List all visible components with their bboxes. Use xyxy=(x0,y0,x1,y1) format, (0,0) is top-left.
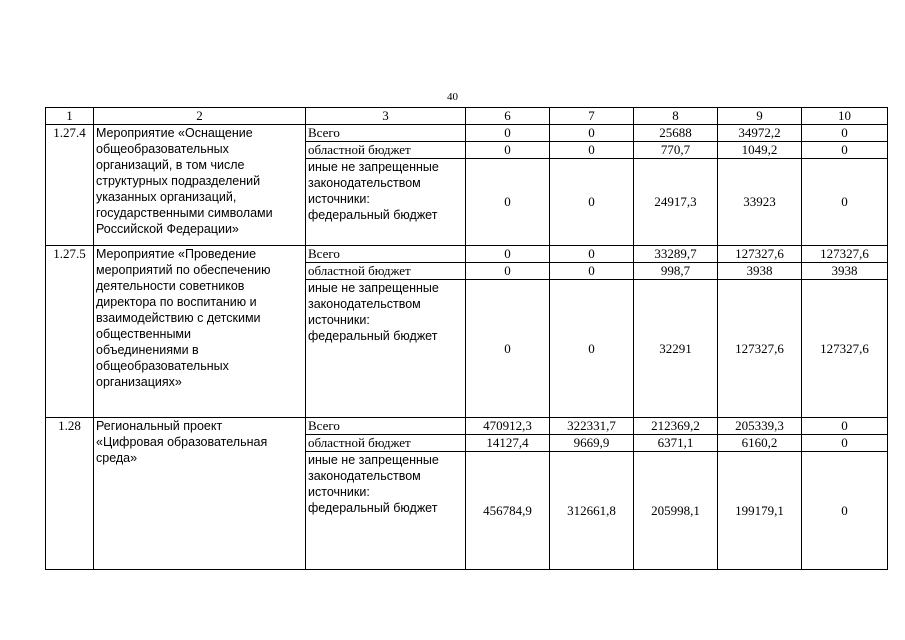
column-header: 6 xyxy=(466,108,550,125)
source-label: иные не запрещенные законодательством источники: федеральный бюджет xyxy=(306,452,466,570)
value-cell: 3938 xyxy=(718,263,802,280)
value-cell: 127327,6 xyxy=(802,246,888,263)
value-cell: 205339,3 xyxy=(718,418,802,435)
value-cell: 470912,3 xyxy=(466,418,550,435)
budget-table xyxy=(45,107,888,570)
value-cell: 6160,2 xyxy=(718,435,802,452)
source-label: областной бюджет xyxy=(306,263,466,280)
source-label: областной бюджет xyxy=(306,435,466,452)
value-cell: 456784,9 xyxy=(466,452,550,570)
value-cell: 770,7 xyxy=(634,142,718,159)
value-cell: 9669,9 xyxy=(550,435,634,452)
item-code: 1.28 xyxy=(46,418,94,570)
column-header: 2 xyxy=(94,108,306,125)
item-code: 1.27.5 xyxy=(46,246,94,418)
value-cell: 32291 xyxy=(634,280,718,418)
value-cell: 14127,4 xyxy=(466,435,550,452)
value-cell: 212369,2 xyxy=(634,418,718,435)
value-cell: 24917,3 xyxy=(634,159,718,246)
source-label: Всего xyxy=(306,418,466,435)
value-cell: 0 xyxy=(802,452,888,570)
item-description: Мероприятие «Оснащение общеобразовательных организаций, в том числе структурных подразделений указанных организаций, государственными символами Российской Федерации» xyxy=(94,125,306,246)
value-cell: 0 xyxy=(802,142,888,159)
value-cell: 0 xyxy=(466,125,550,142)
value-cell: 0 xyxy=(466,263,550,280)
table-row xyxy=(46,418,888,435)
value-cell: 33289,7 xyxy=(634,246,718,263)
value-cell: 0 xyxy=(802,418,888,435)
value-cell: 127327,6 xyxy=(718,246,802,263)
value-cell: 0 xyxy=(466,142,550,159)
source-label: иные не запрещенные законодательством источники: федеральный бюджет xyxy=(306,280,466,418)
value-cell: 1049,2 xyxy=(718,142,802,159)
column-header: 10 xyxy=(802,108,888,125)
source-label: иные не запрещенные законодательством источники: федеральный бюджет xyxy=(306,159,466,246)
value-cell: 0 xyxy=(802,435,888,452)
source-label: Всего xyxy=(306,246,466,263)
table-row xyxy=(46,246,888,263)
value-cell: 0 xyxy=(550,263,634,280)
column-header: 7 xyxy=(550,108,634,125)
column-header: 8 xyxy=(634,108,718,125)
value-cell: 0 xyxy=(802,125,888,142)
value-cell: 322331,7 xyxy=(550,418,634,435)
value-cell: 6371,1 xyxy=(634,435,718,452)
value-cell: 0 xyxy=(550,125,634,142)
value-cell: 205998,1 xyxy=(634,452,718,570)
item-description: Мероприятие «Проведение мероприятий по обеспечению деятельности советников директора по воспитанию и взаимодействию с детскими общественными объединениями в общеобразовательных организациях» xyxy=(94,246,306,418)
value-cell: 998,7 xyxy=(634,263,718,280)
column-header: 1 xyxy=(46,108,94,125)
table-row xyxy=(46,125,888,142)
value-cell: 0 xyxy=(466,246,550,263)
value-cell: 0 xyxy=(802,159,888,246)
value-cell: 0 xyxy=(466,159,550,246)
value-cell: 0 xyxy=(550,246,634,263)
page-number: 40 xyxy=(447,91,458,103)
value-cell: 0 xyxy=(550,159,634,246)
value-cell: 0 xyxy=(550,142,634,159)
value-cell: 0 xyxy=(466,280,550,418)
value-cell: 33923 xyxy=(718,159,802,246)
column-header: 3 xyxy=(306,108,466,125)
value-cell: 312661,8 xyxy=(550,452,634,570)
source-label: Всего xyxy=(306,125,466,142)
value-cell: 34972,2 xyxy=(718,125,802,142)
table-header-row xyxy=(46,108,888,125)
value-cell: 0 xyxy=(550,280,634,418)
value-cell: 199179,1 xyxy=(718,452,802,570)
item-description: Региональный проект «Цифровая образовательная среда» xyxy=(94,418,306,570)
source-label: областной бюджет xyxy=(306,142,466,159)
column-header: 9 xyxy=(718,108,802,125)
item-code: 1.27.4 xyxy=(46,125,94,246)
value-cell: 3938 xyxy=(802,263,888,280)
value-cell: 25688 xyxy=(634,125,718,142)
value-cell: 127327,6 xyxy=(718,280,802,418)
value-cell: 127327,6 xyxy=(802,280,888,418)
